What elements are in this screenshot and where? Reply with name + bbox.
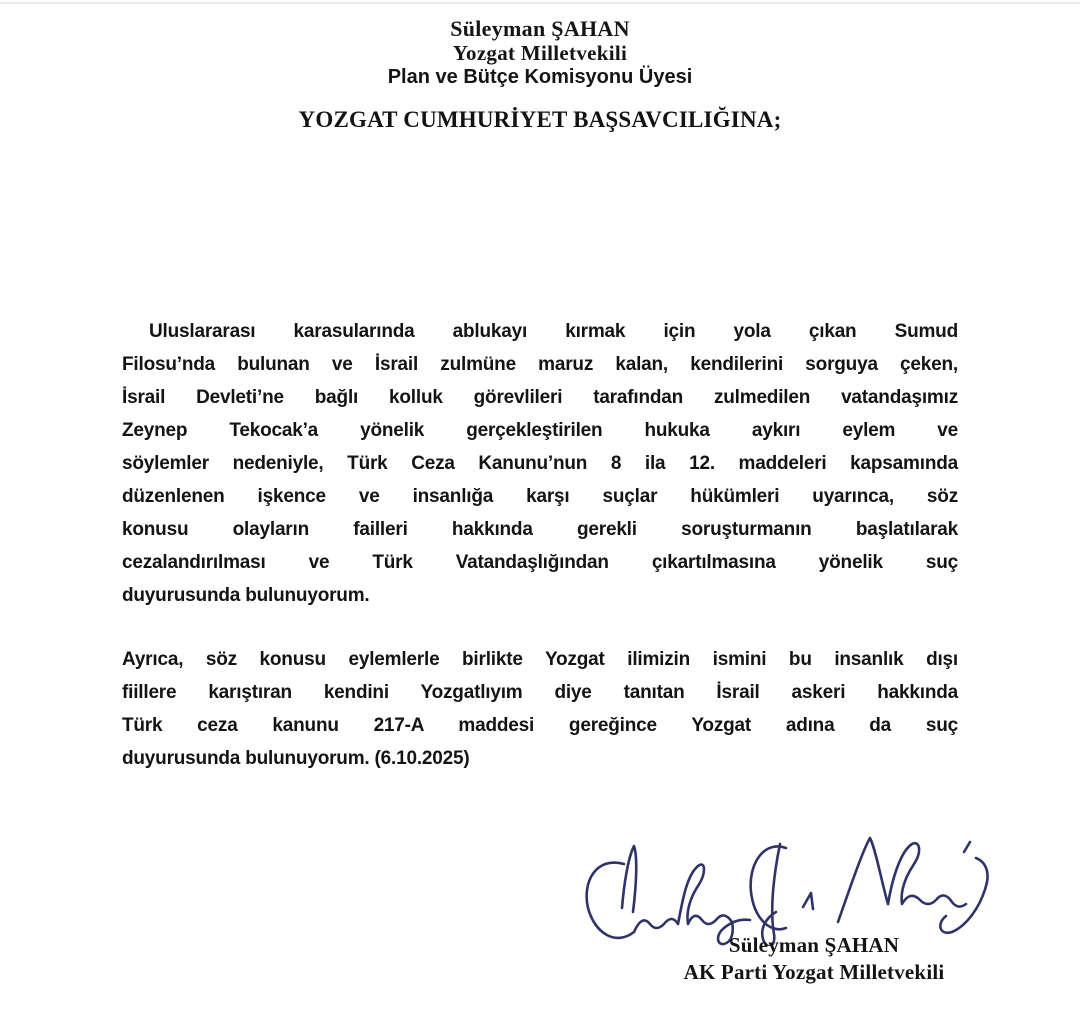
- sender-title: Yozgat Milletvekili: [452, 41, 628, 65]
- handwritten-signature: [580, 828, 1000, 946]
- signature-stroke: [762, 844, 780, 946]
- addressee-line: YOZGAT CUMHURİYET BAŞSAVCILIĞINA;: [298, 107, 782, 132]
- body-line: duyurusunda bulunuyorum.: [122, 585, 370, 606]
- body-line: cezalandırılması ve Türk Vatandaşlığından çıkartılmasına yönelik suç: [122, 552, 958, 573]
- signature-title: AK Parti Yozgat Milletvekili: [683, 960, 945, 984]
- photo-edge-line: [0, 2, 1080, 4]
- signature-stroke: [803, 893, 813, 909]
- body-line: düzenlenen işkence ve insanlığa karşı suçlar hükümleri uyarınca, söz: [122, 486, 958, 507]
- letter-body: [122, 315, 958, 775]
- body-line: İsrail Devleti’ne bağlı kolluk görevlileri tarafından zulmedilen vatandaşımız: [122, 387, 958, 408]
- signature-stroke: [838, 838, 888, 922]
- body-line: Zeynep Tekocak’a yönelik gerçekleştirilen hukuka aykırı eylem ve: [122, 420, 958, 441]
- sender-role: Plan ve Bütçe Komisyonu Üyesi: [387, 66, 693, 88]
- signature-stroke: [622, 846, 636, 912]
- body-line: Ayrıca, söz konusu eylemlerle birlikte Yozgat ilimizin ismini bu insanlık dışı: [122, 649, 958, 670]
- body-line: söylemler nedeniyle, Türk Ceza Kanunu’nun 8 ila 12. maddeleri kapsamında: [122, 453, 958, 474]
- signature-block: [628, 932, 1000, 986]
- body-paragraph-2: [122, 643, 958, 775]
- body-line: Uluslararası karasularında ablukayı kırmak için yola çıkan Sumud: [149, 321, 958, 342]
- body-line: Türk ceza kanunu 217-A maddesi gereğince Yozgat adına da suç: [122, 715, 958, 736]
- body-line: fiillere karıştıran kendini Yozgatlıyım diye tanıtan İsrail askeri hakkında: [122, 682, 958, 703]
- body-line: konusu olayların failleri hakkında gerekli soruşturmanın başlatılarak: [122, 519, 958, 540]
- body-line: Filosu’nda bulunan ve İsrail zulmüne maruz kalan, kendilerini sorguya çeken,: [122, 354, 958, 375]
- signature-name: Süleyman ŞAHAN: [728, 933, 900, 957]
- signature-stroke: [888, 843, 966, 906]
- body-line: duyurusunda bulunuyorum. (6.10.2025): [122, 748, 470, 769]
- letterhead: [0, 16, 1080, 89]
- body-paragraph-1: [122, 315, 958, 612]
- signature-stroke: [964, 842, 970, 852]
- sender-name: Süleyman ŞAHAN: [450, 16, 630, 41]
